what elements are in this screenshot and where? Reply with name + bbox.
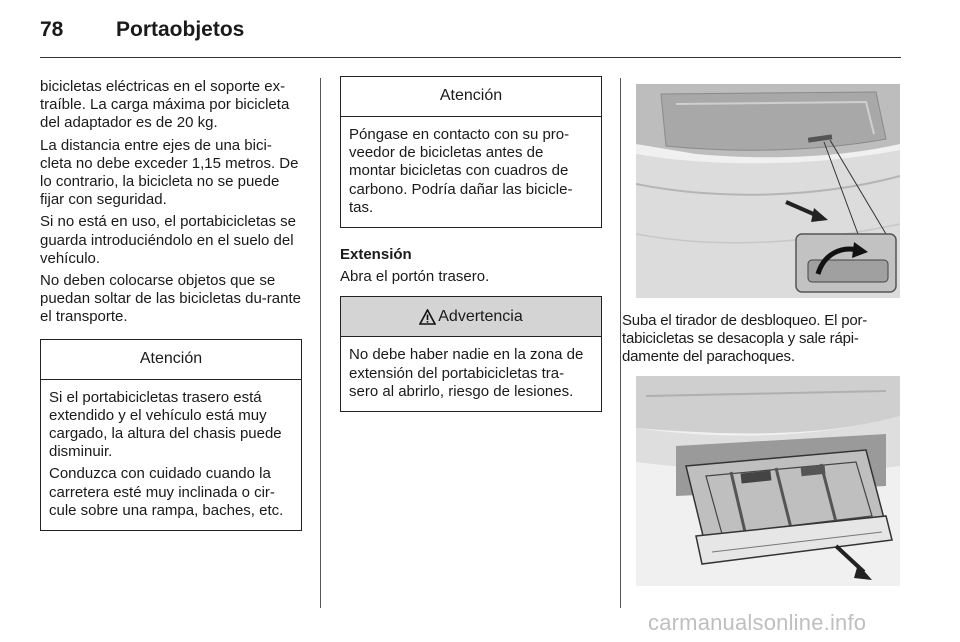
illustration-bike-carrier-extended xyxy=(636,376,900,586)
column-1 xyxy=(40,78,302,531)
warning-triangle-icon xyxy=(419,309,436,325)
warning-title: Advertencia xyxy=(438,307,523,325)
paragraph: Póngase en contacto con su pro-veedor de bicicletas antes de montar bicicletas con cuadros de carbono. Podría dañar las bicicle-tas. xyxy=(349,126,573,216)
warning-box-body xyxy=(341,337,601,411)
attention-box xyxy=(40,339,302,531)
section-heading: Extensión xyxy=(340,246,412,264)
paragraph: No deben colocarse objetos que se puedan soltar de las bicicletas du-rante el transporte. xyxy=(40,272,301,326)
paragraph: Abra el portón trasero. xyxy=(340,268,490,286)
attention-box-body xyxy=(41,380,301,530)
paragraph: Si no está en uso, el portabicicletas se guarda introduciéndolo en el suelo del vehículo. xyxy=(40,213,296,267)
warning-box-title xyxy=(341,297,601,337)
page-number: 78 xyxy=(40,18,64,41)
paragraph: La distancia entre ejes de una bici-cleta no debe exceder 1,15 metros. De lo contrario, la bicicleta no se puede fijar con seguridad. xyxy=(40,136,299,209)
paragraph: Conduzca con cuidado cuando la carretera esté muy inclinada o cir-cule sobre una rampa, baches, etc. xyxy=(49,465,284,519)
attention-box-body xyxy=(341,117,601,227)
column-divider xyxy=(320,78,321,608)
figure-caption: Suba el tirador de desbloqueo. El por-tabicicletas se desacopla y sale rápi-damente del parachoques. xyxy=(622,312,868,366)
page-title: Portaobjetos xyxy=(116,18,245,41)
paragraph: bicicletas eléctricas en el soporte ex-traíble. La carga máxima por bicicleta del adaptador es de 20 kg. xyxy=(40,78,290,132)
header-rule xyxy=(40,57,901,58)
column-divider xyxy=(620,78,621,608)
attention-box-title: Atención xyxy=(341,77,601,117)
attention-box xyxy=(340,76,602,228)
warning-box xyxy=(340,296,602,412)
column-2 xyxy=(340,78,602,412)
paragraph: No debe haber nadie en la zona de extensión del portabicicletas tra-sero al abrirlo, riesgo de lesiones. xyxy=(349,346,584,400)
illustration-release-handle xyxy=(636,84,900,298)
attention-box-title: Atención xyxy=(41,340,301,380)
paragraph: Si el portabicicletas trasero está extendido y el vehículo está muy cargado, la altura del chasis puede disminuir. xyxy=(49,388,282,461)
watermark: carmanualsonline.info xyxy=(648,610,867,635)
